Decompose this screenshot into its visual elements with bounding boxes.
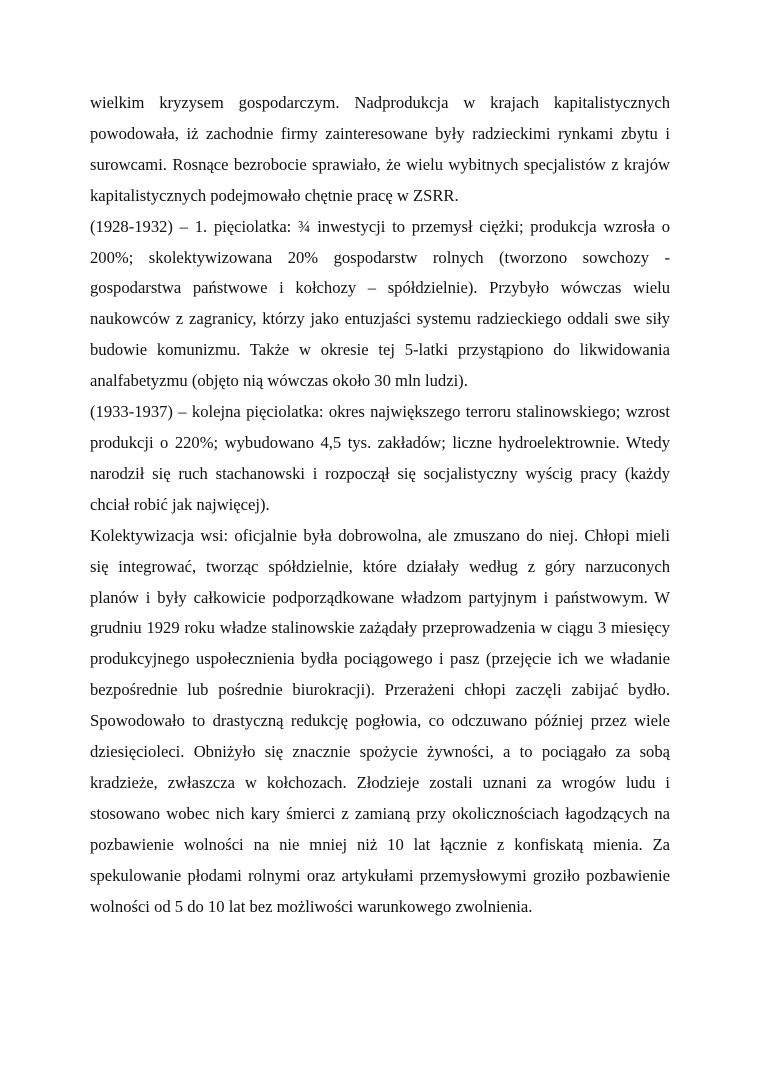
paragraph-economic-crisis: wielkim kryzysem gospodarczym. Nadprodukcja w krajach kapitalistycznych powodowała, iż zachodnie firmy zainteresowane były radzieckimi rynkami zbytu i surowcami. Rosnące bezrobocie sprawiało, że wielu wybitnych specjalistów z krajów kapitalistycznych podejmowało chętnie pracę w ZSRR. — [90, 93, 670, 205]
document-page — [90, 88, 670, 922]
paragraph-first-five-year-plan: (1928-1932) – 1. pięciolatka: ¾ inwestycji to przemysł ciężki; produkcja wzrosła o 200%; skolektywizowana 20% gospodarstw rolnych (tworzono sowchozy - gospodarstwa państwowe i kołchozy – spółdzielnie). Przybyło wówczas wielu naukowców z zagranicy, którzy jako entuzjaści systemu radzieckiego oddali swe siły budowie komunizmu. Także w okresie tej 5-latki przystąpiono do likwidowania analfabetyzmu (objęto nią wówczas około 30 mln ludzi). — [90, 216, 670, 391]
paragraph-collectivization: Kolektywizacja wsi: oficjalnie była dobrowolna, ale zmuszano do niej. Chłopi mieli się integrować, tworząc spółdzielnie, które działały według z góry narzuconych planów i były całkowicie podporządkowane władzom partyjnym i państwowym. W grudniu 1929 roku władze stalinowskie zażądały przeprowadzenia w ciągu 3 miesięcy produkcyjnego uspołecznienia bydła pociągowego i pasz (przejęcie ich we władanie bezpośrednie lub pośrednie biurokracji). Przerażeni chłopi zaczęli zabijać bydło. Spowodowało to drastyczną redukcję pogłowia, co odczuwano później przez wiele dziesięcioleci. Obniżyło się znacznie spożycie żywności, a to pociągało za sobą kradzieże, zwłaszcza w kołchozach. Złodzieje zostali uznani za wrogów ludu i stosowano wobec nich kary śmierci z zamianą przy okolicznościach łagodzących na pozbawienie wolności na nie mniej niż 10 lat łącznie z konfiskatą mienia. Za spekulowanie płodami rolnymi oraz artykułami przemysłowymi groziło pozbawienie wolności od 5 do 10 lat bez możliwości warunkowego zwolnienia. — [90, 525, 670, 916]
paragraph-second-five-year-plan: (1933-1937) – kolejna pięciolatka: okres największego terroru stalinowskiego; wzrost produkcji o 220%; wybudowano 4,5 tys. zakładów; liczne hydroelektrownie. Wtedy narodził się ruch stachanowski i rozpoczął się socjalistyczny wyścig pracy (każdy chciał robić jak najwięcej). — [90, 402, 670, 514]
